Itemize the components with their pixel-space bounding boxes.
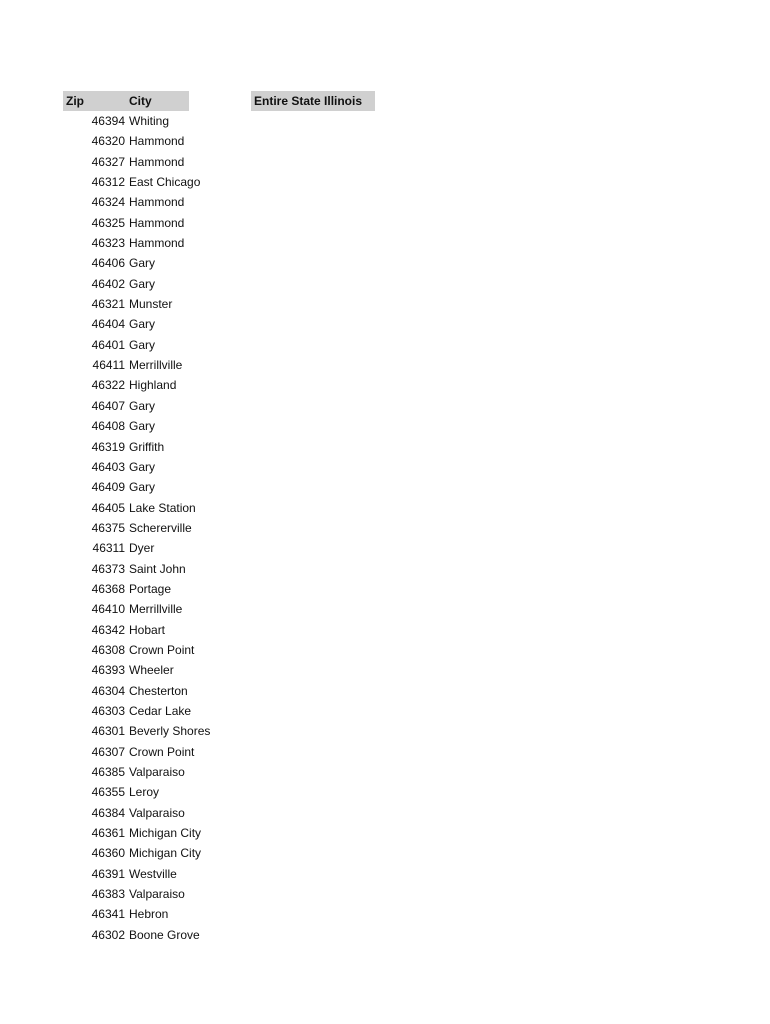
city-cell: Michigan City [129, 846, 202, 861]
city-cell: Gary [129, 256, 156, 271]
zip-cell: 46360 [91, 846, 125, 861]
city-cell: Leroy [129, 785, 160, 800]
city-cell: Schererville [129, 520, 192, 535]
zip-cell: 46391 [91, 866, 125, 881]
table-row [63, 253, 263, 273]
zip-cell: 46322 [91, 378, 125, 393]
table-row [63, 742, 263, 762]
zip-cell: 46385 [91, 765, 125, 779]
header-entire-state: Entire State Illinois [251, 91, 375, 111]
zip-cell: 46394 [91, 114, 125, 128]
zip-cell: 46341 [91, 907, 125, 922]
zip-cell: 46307 [91, 744, 125, 759]
header-zip: Zip [63, 91, 126, 111]
table-row [63, 762, 263, 782]
city-cell: Crown Point [129, 642, 195, 657]
zip-cell: 46411 [92, 358, 125, 373]
table-row [63, 823, 263, 843]
city-cell: Gary [129, 398, 156, 413]
city-cell: Gary [129, 317, 156, 332]
table-row [63, 803, 263, 823]
table-row [63, 375, 263, 395]
table-row [63, 599, 263, 619]
city-cell: Dyer [129, 541, 155, 556]
city-cell: Portage [129, 581, 172, 596]
zip-cell: 46355 [91, 785, 125, 800]
city-cell: Beverly Shores [129, 724, 211, 739]
city-cell: Gary [129, 419, 156, 434]
table-row [63, 843, 263, 863]
table-row [63, 884, 263, 904]
city-cell: Saint John [129, 561, 186, 576]
table-row [63, 701, 263, 721]
table-row [63, 294, 263, 314]
zip-cell: 46319 [91, 439, 125, 454]
zip-cell: 46404 [91, 317, 125, 332]
city-cell: Gary [129, 459, 156, 474]
zip-cell: 46384 [91, 805, 125, 820]
zip-cell: 46383 [91, 887, 125, 902]
zip-cell: 46308 [91, 642, 125, 657]
table-row [63, 721, 263, 741]
table-row [63, 579, 263, 599]
city-cell: Hammond [129, 195, 185, 210]
table-row [63, 274, 263, 294]
city-cell: Whiting [129, 114, 170, 128]
city-cell: Hammond [129, 236, 185, 251]
city-cell: Gary [129, 276, 156, 291]
zip-cell: 46312 [91, 175, 125, 190]
city-cell: Michigan City [129, 826, 202, 841]
table-row [63, 620, 263, 640]
zip-cell: 46407 [91, 398, 125, 413]
zip-cell: 46405 [91, 500, 125, 515]
zip-cell: 46408 [91, 419, 125, 434]
table-row [63, 925, 263, 945]
table-row [63, 457, 263, 477]
zip-cell: 46393 [91, 663, 125, 678]
city-cell: Highland [129, 378, 177, 393]
zip-cell: 46302 [91, 927, 125, 942]
city-cell: Griffith [129, 439, 165, 454]
zip-cell: 46401 [91, 337, 125, 352]
city-cell: Gary [129, 480, 156, 495]
table-row [63, 437, 263, 457]
zip-cell: 46375 [91, 520, 125, 535]
table-row [63, 681, 263, 701]
table-row [63, 559, 263, 579]
city-cell: East Chicago [129, 175, 201, 190]
city-cell: Merrillville [129, 358, 183, 373]
city-cell: Hebron [129, 907, 169, 922]
table-row [63, 782, 263, 802]
table-row [63, 152, 263, 172]
table-row [63, 335, 263, 355]
zip-cell: 46324 [91, 195, 125, 210]
city-cell: Munster [129, 297, 173, 312]
city-cell: Westville [129, 866, 177, 881]
city-cell: Wheeler [129, 663, 174, 678]
city-cell: Valparaiso [129, 765, 185, 779]
table-row [63, 314, 263, 334]
zip-cell: 46403 [91, 459, 125, 474]
city-cell: Merrillville [129, 602, 183, 617]
table-row [63, 477, 263, 497]
city-cell: Valparaiso [129, 805, 185, 820]
city-cell: Boone Grove [129, 927, 200, 942]
city-cell: Lake Station [129, 500, 196, 515]
zip-cell: 46327 [91, 154, 125, 169]
zip-cell: 46323 [91, 236, 125, 251]
zip-cell: 46361 [91, 826, 125, 841]
city-cell: Cedar Lake [129, 703, 192, 718]
table-row [63, 131, 263, 151]
zip-cell: 46402 [91, 276, 125, 291]
header-city: City [126, 91, 189, 111]
city-cell: Chesterton [129, 683, 188, 698]
zip-cell: 46311 [92, 541, 125, 556]
table-row [63, 518, 263, 538]
city-cell: Gary [129, 337, 156, 352]
city-cell: Valparaiso [129, 887, 185, 902]
zip-cell: 46320 [91, 134, 125, 149]
zip-city-table [63, 111, 263, 945]
zip-cell: 46409 [91, 480, 125, 495]
table-row [63, 355, 263, 375]
table-row [63, 396, 263, 416]
city-cell: Hammond [129, 215, 185, 230]
table-row [63, 864, 263, 884]
table-row [63, 111, 263, 131]
zip-cell: 46342 [91, 622, 125, 637]
city-cell: Hammond [129, 134, 185, 149]
zip-cell: 46373 [91, 561, 125, 576]
city-cell: Hobart [129, 622, 166, 637]
table-row [63, 904, 263, 924]
zip-cell: 46410 [91, 602, 125, 617]
zip-cell: 46303 [91, 703, 125, 718]
zip-cell: 46304 [91, 683, 125, 698]
city-cell: Hammond [129, 154, 185, 169]
table-row [63, 538, 263, 558]
table-row [63, 640, 263, 660]
city-cell: Crown Point [129, 744, 195, 759]
table-row [63, 660, 263, 680]
table-row [63, 172, 263, 192]
zip-cell: 46406 [91, 256, 125, 271]
table-row [63, 192, 263, 212]
table-row [63, 416, 263, 436]
zip-cell: 46368 [91, 581, 125, 596]
table-row [63, 213, 263, 233]
zip-cell: 46321 [91, 297, 125, 312]
zip-cell: 46325 [91, 215, 125, 230]
zip-cell: 46301 [91, 724, 125, 739]
table-row [63, 233, 263, 253]
table-row [63, 498, 263, 518]
